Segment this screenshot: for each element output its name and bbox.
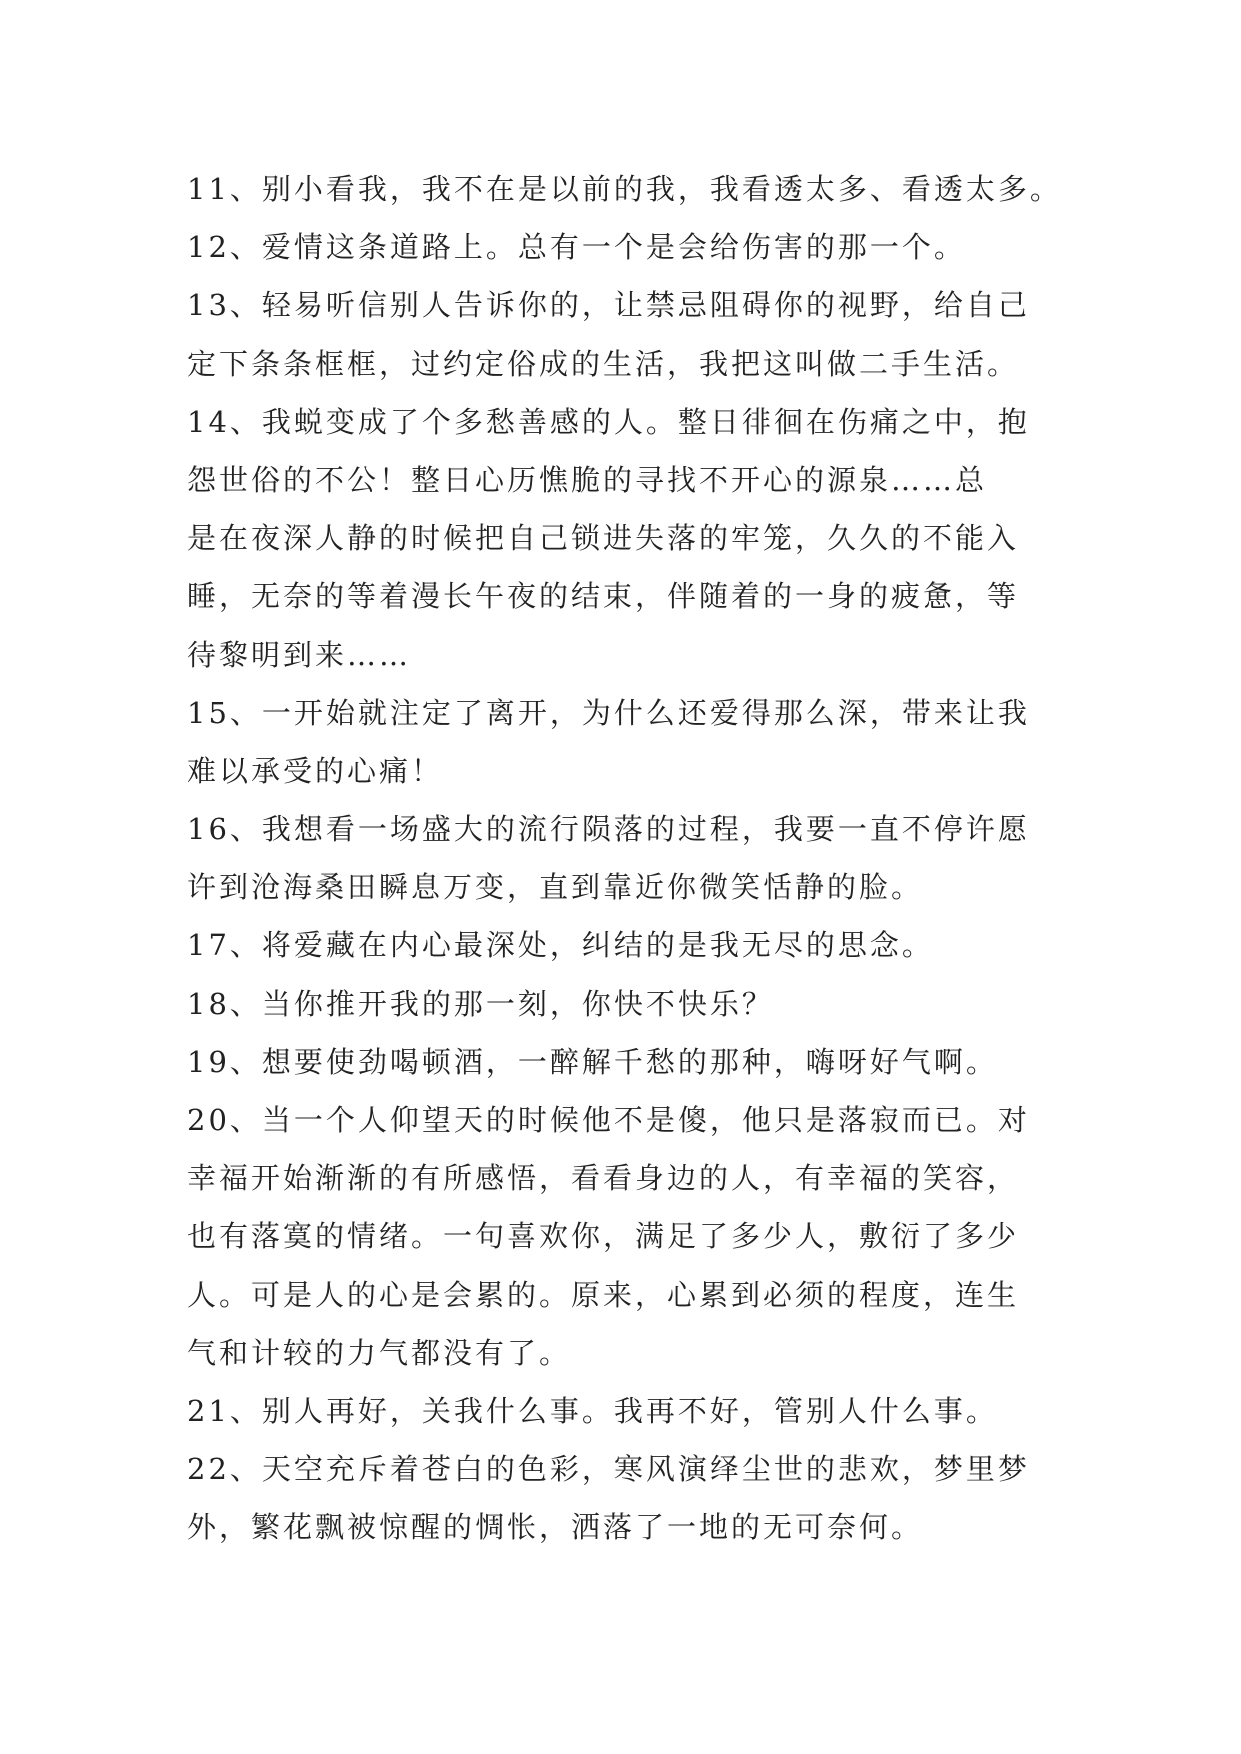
- text-line: 难以承受的心痛！: [187, 753, 444, 788]
- text-line: 是在夜深人静的时候把自己锁进失落的牢笼，久久的不能入: [187, 521, 1020, 556]
- text-line: 16、我想看一场盛大的流行陨落的过程，我要一直不停许愿: [187, 812, 1030, 847]
- text-line: 幸福开始渐渐的有所感悟，看看身边的人，有幸福的笑容，: [187, 1161, 1020, 1196]
- text-line: 19、想要使劲喝顿酒，一醉解千愁的那种，嗨呀好气啊。: [187, 1044, 998, 1079]
- text-line: 11、别小看我，我不在是以前的我，我看透太多、看透太多。: [187, 172, 1062, 206]
- text-line: 也有落寞的情绪。一句喜欢你，满足了多少人，敷衍了多少: [187, 1219, 1020, 1254]
- text-line: 外，繁花飘被惊醒的惆怅，洒落了一地的无可奈何。: [187, 1510, 924, 1545]
- text-line: 15、一开始就注定了离开，为什么还爱得那么深，带来让我: [187, 695, 1030, 730]
- text-line: 气和计较的力气都没有了。: [187, 1335, 572, 1370]
- text-line: 许到沧海桑田瞬息万变，直到靠近你微笑恬静的脸。: [187, 870, 924, 905]
- text-line: 待黎明到来……: [187, 637, 412, 672]
- text-line: 13、轻易听信别人告诉你的，让禁忌阻碍你的视野，给自己: [187, 288, 1030, 323]
- text-line: 定下条条框框，过约定俗成的生活，我把这叫做二手生活。: [187, 346, 1020, 381]
- text-line: 22、天空充斥着苍白的色彩，寒风演绎尘世的悲欢，梦里梦: [187, 1452, 1030, 1487]
- text-line: 17、将爱藏在内心最深处，纠结的是我无尽的思念。: [187, 928, 934, 963]
- text-line: 18、当你推开我的那一刻，你快不快乐？: [187, 986, 774, 1021]
- text-line: 12、爱情这条道路上。总有一个是会给伤害的那一个。: [187, 230, 966, 265]
- text-line: 21、别人再好，关我什么事。我再不好，管别人什么事。: [187, 1393, 998, 1428]
- text-line: 14、我蜕变成了个多愁善感的人。整日徘徊在伤痛之中，抱: [187, 404, 1030, 439]
- text-line: 睡，无奈的等着漫长午夜的结束，伴随着的一身的疲惫，等: [187, 579, 1020, 614]
- text-line: 怨世俗的不公！整日心历憔脆的寻找不开心的源泉……总: [187, 462, 988, 497]
- document-body: [187, 160, 1087, 1557]
- text-line: 人。可是人的心是会累的。原来，心累到必须的程度，连生: [187, 1277, 1020, 1312]
- text-line: 20、当一个人仰望天的时候他不是傻，他只是落寂而已。对: [187, 1103, 1030, 1137]
